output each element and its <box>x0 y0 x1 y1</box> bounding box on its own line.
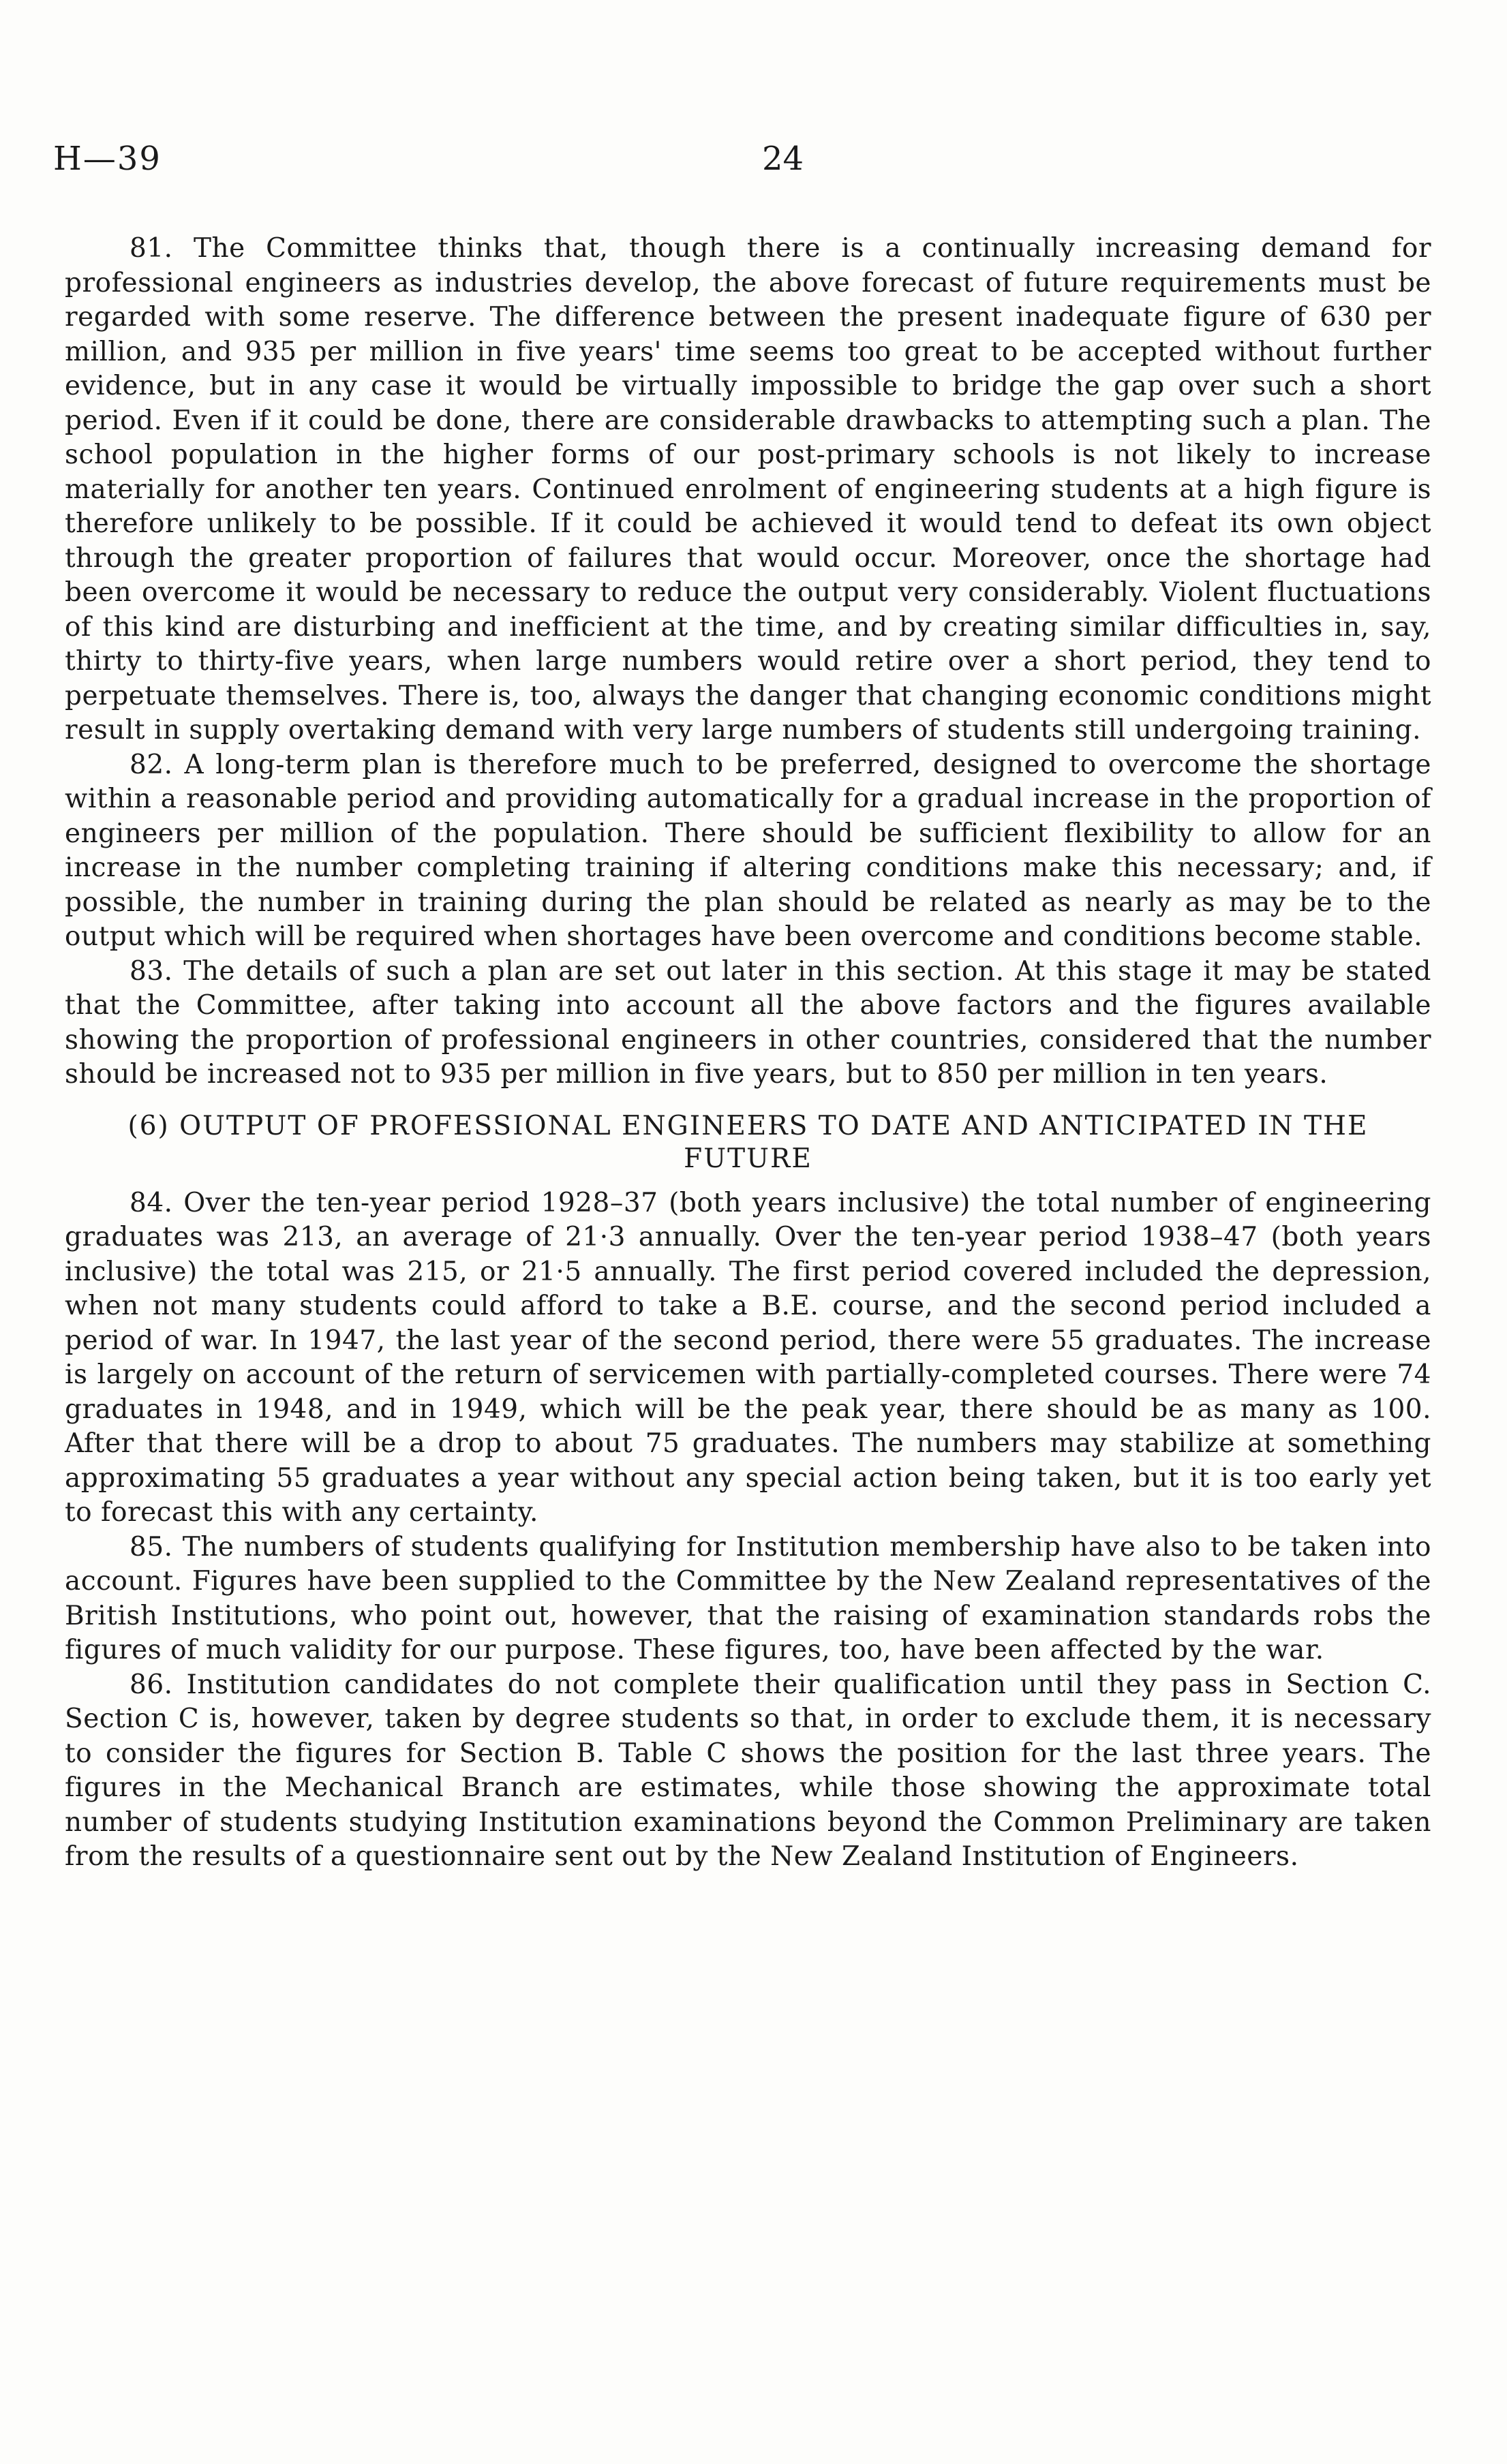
paragraph-83: 83. The details of such a plan are set out later in this section. At this stage it may be stated that the Committee, after taking into account all the above factors and the figures available showing the proportion of professional engineers in other countries, considered that the number should be increased not to 935 per million in five years, but to 850 per million in ten years. <box>65 955 1431 1090</box>
document-reference: H—39 <box>53 140 162 178</box>
body-text <box>65 232 1431 1875</box>
paragraph-82: 82. A long-term plan is therefore much to be preferred, designed to overcome the shortage within a reasonable period and providing automatically for a gradual increase in the proportion of engineers per million of the population. There should be sufficient flexibility to allow for an increase in the number completing training if altering conditions make this necessary; and, if possible, the number in training during the plan should be related as nearly as may be to the output which will be required when shortages have been overcome and conditions become stable. <box>65 749 1431 952</box>
paragraph-85: 85. The numbers of students qualifying for Institution membership have also to be taken into account. Figures have been supplied to the Committee by the New Zealand representatives of the British Institutions, who point out, however, that the raising of examination standards robs the figures of much validity for our purpose. These figures, too, have been affected by the war. <box>65 1531 1431 1665</box>
paragraph-81: 81. The Committee thinks that, though there is a continually increasing demand for professional engineers as industries develop, the above forecast of future requirements must be regarded with some reserve. The difference between the present inadequate figure of 630 per million, and 935 per million in five years' time seems too great to be accepted without further evidence, but in any case it would be virtually impossible to bridge the gap over such a short period. Even if it could be done, there are considerable drawbacks to attempting such a plan. The school population in the higher forms of our post-primary schools is not likely to increase materially for another ten years. Continued enrolment of engineering students at a high figure is therefore unlikely to be possible. If it could be achieved it would tend to defeat its own object through the greater proportion of failures that would occur. Moreover, once the shortage had been overcome it would be necessary to reduce the output very considerably. Violent fluctuations of this kind are disturbing and inefficient at the time, and by creating similar difficulties in, say, thirty to thirty-five years, when large numbers would retire over a short period, they tend to perpetuate themselves. There is, too, always the danger that changing economic conditions might result in supply overtaking demand with very large numbers of students still undergoing training. <box>65 233 1431 745</box>
paragraph-86: 86. Institution candidates do not complete their qualification until they pass in Section C. Section C is, however, taken by degree students so that, in order to exclude them, it is necessary to consider the figures for Section B. Table C shows the position for the last three years. The figures in the Mechanical Branch are estimates, while those showing the approximate total number of students studying Institution examinations beyond the Common Preliminary are taken from the results of a questionnaire sent out by the New Zealand Institution of Engineers. <box>65 1669 1431 1872</box>
paragraph-84: 84. Over the ten-year period 1928–37 (both years inclusive) the total number of engineering graduates was 213, an average of 21·3 annually. Over the ten-year period 1938–47 (both years inclusive) the total was 215, or 21·5 annually. The first period covered included the depression, when not many students could afford to take a B.E. course, and the second period included a period of war. In 1947, the last year of the second period, there were 55 graduates. The increase is largely on account of the return of servicemen with partially-completed courses. There were 74 graduates in 1948, and in 1949, which will be the peak year, there should be as many as 100. After that there will be a drop to about 75 graduates. The numbers may stabilize at something approximating 55 graduates a year without any special action being taken, but it is too early yet to forecast this with any certainty. <box>65 1187 1431 1528</box>
section-heading: (6) OUTPUT OF PROFESSIONAL ENGINEERS TO DATE AND ANTICIPATED IN THE FUTURE <box>127 1110 1369 1174</box>
page-number: 24 <box>762 140 804 178</box>
page-header <box>53 140 1444 187</box>
